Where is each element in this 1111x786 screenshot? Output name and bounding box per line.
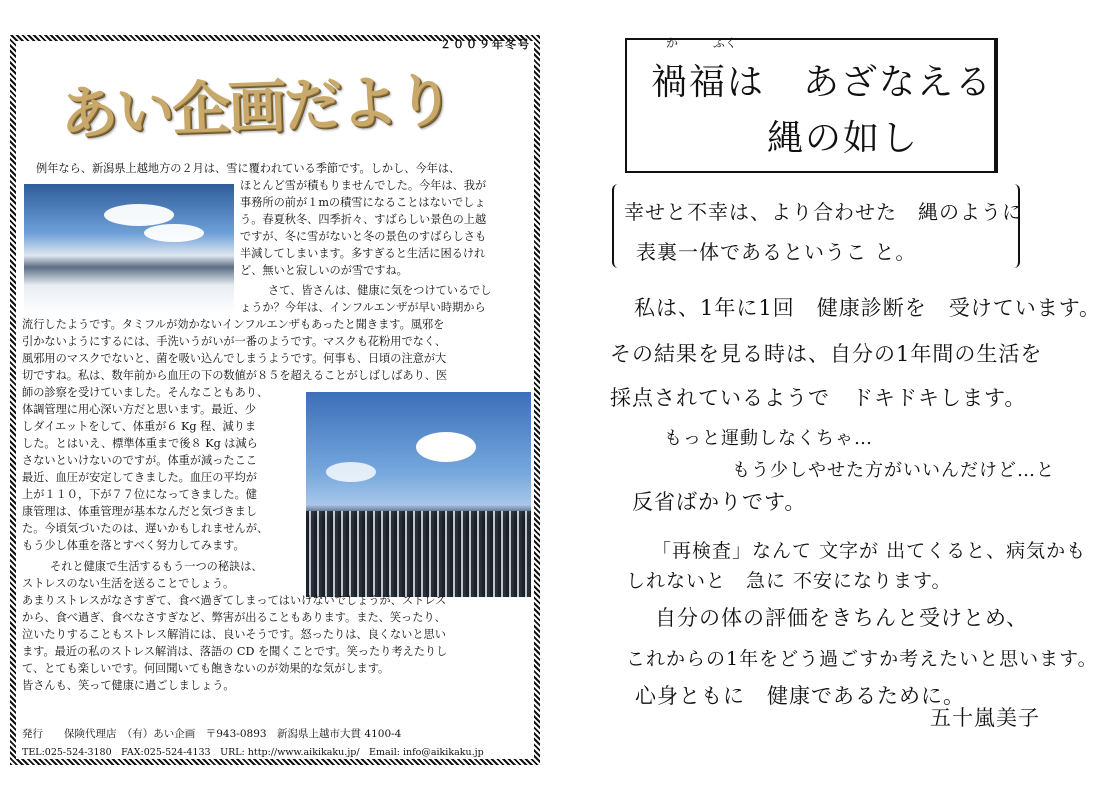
essay-line: 「再検査」なんて 文字が 出てくると、病気かも: [652, 540, 1087, 562]
body-line: しダイエットをして、体重が６ Kg 程、減りま: [22, 420, 257, 433]
body-line: さて、皆さんは、健康に気をつけているでし: [268, 284, 492, 297]
essay-line: その結果を見る時は、自分の1年間の生活を: [610, 342, 1043, 366]
body-line: 皆さんも、笑って健康に過ごしましょう。: [22, 679, 235, 692]
body-line: ど、無いと寂しいのが雪ですね。: [240, 264, 408, 277]
body-line: う。春夏秋冬、四季折々、すばらしい景色の上越: [240, 213, 487, 226]
body-line: それと健康で生活するもう一つの秘訣は、: [50, 560, 263, 573]
author-signature: 五十嵐美子: [930, 706, 1040, 730]
essay-line: 反省ばかりです。: [632, 490, 807, 514]
body-line: 引かないようにするには、手洗いうがいが一番のようです。マスクも花粉用でなく、: [22, 335, 447, 348]
essay-line: 採点されているようで ドキドキします。: [610, 386, 1027, 410]
essay-line: 自分の体の評価をきちんと受けとめ、: [655, 606, 1029, 630]
essay-line: しれないと 急に 不安になります。: [626, 570, 952, 592]
body-line: 例年なら、新潟県上越地方の２月は、雪に覆われている季節です。しかし、今年は、: [36, 162, 461, 175]
body-line: 師の診察を受けていました。そんなこともあり、: [22, 386, 269, 399]
body-line: あまりストレスがなさすぎて、食べ過ぎてしまってはいけないでしょうが、ストレス: [22, 594, 447, 607]
meaning-line: 幸せと不幸は、より合わせた 縄のように: [624, 200, 1023, 224]
body-line: 最近、血圧が安定してきました。血圧の平均が: [22, 471, 257, 484]
ruby-reading: か: [666, 36, 679, 50]
essay-line: もっと運動しなくちゃ…: [664, 428, 873, 449]
body-line: から、食べ過ぎ、食べなさすぎなど、弊害が出ることもあります。また、笑ったり、: [22, 611, 446, 624]
essay-line: もう少しやせた方がいいんだけど…と: [732, 460, 1055, 481]
body-line: 康管理は、体重管理が基本なんだと気づきまし: [22, 505, 257, 518]
body-line: ですが、冬に雪がないと冬の景色のすばらしさも: [240, 230, 487, 243]
essay-line: これからの1年をどう過ごすか考えたいと思います。: [626, 648, 1098, 670]
contact-info: TEL:025-524-3180 FAX:025-524-4133 URL: http://www.aikikaku.jp/ Email: info@aikikaku.jp: [22, 747, 484, 758]
body-line: 泣いたりすることもストレス解消には、良いそうです。怒ったりは、良くないと思い: [22, 628, 446, 641]
newsletter-title: あい企画だより: [59, 66, 454, 148]
publisher-address: 発行 保険代理店 （有）あい企画 〒943-0893 新潟県上越市大貫 4100-4: [22, 728, 402, 740]
body-line: 流行したようです。タミフルが効かないインフルエンザもあったと聞きます。風邪を: [22, 318, 445, 331]
body-line: 体調管理に用心深い方だと思います。最近、少: [22, 403, 257, 416]
body-line: 切ですね。私は、数年前から血圧の下の数値が８５を超えることがしばしばあり、医: [22, 369, 448, 382]
body-line: 風邪用のマスクでないと、菌を吸い込んでしまうようです。何事も、日頃の注意が大: [22, 352, 447, 365]
issue-label: ２００９年冬号: [440, 38, 531, 51]
snowy-mountain-photo: [24, 184, 234, 314]
body-line: 上が１１０，下が７７位になってきました。健: [22, 488, 257, 501]
body-line: て、とても楽しいです。何回聞いても飽きないのが効果的な気がします。: [22, 662, 390, 675]
body-line: さないといけないのですが。体重が減ったここ: [22, 454, 257, 467]
meaning-line: 表裏一体であるというこ と。: [636, 240, 917, 264]
ruby-reading: ふく: [713, 36, 738, 50]
body-line: た。今頃気づいたのは、遅いかもしれませんが、: [22, 522, 269, 535]
body-line: ます。最近の私のストレス解消は、落語の CD を聞くことです。笑ったり考えたりし: [22, 645, 448, 658]
proverb-title-line: 禍福は あざなえる: [651, 62, 994, 103]
proverb-title-line: 縄の如し: [767, 118, 920, 159]
body-line: ストレスのない生活を送ることでしょう。: [22, 577, 235, 590]
body-line: もう少し体重を落とすべく努力してみます。: [22, 539, 245, 552]
body-line: ょうか？今年は、インフルエンザが早い時期から: [240, 301, 486, 314]
snowy-forest-photo: [306, 392, 531, 597]
essay-line: 心身ともに 健康であるために。: [635, 684, 965, 708]
body-line: ほとんど雪が積もりませんでした。今年は、我が: [240, 179, 487, 192]
essay-line: 私は、1年に1回 健康診断を 受けています。: [634, 296, 1102, 320]
body-line: した。とはいえ、標準体重まで後８ Kg は減ら: [22, 437, 258, 450]
body-line: 事務所の前が１mの積雪になることはないでしょ: [240, 196, 486, 209]
body-line: 半減してしまいます。多すぎると生活に困るけれ: [240, 247, 486, 260]
